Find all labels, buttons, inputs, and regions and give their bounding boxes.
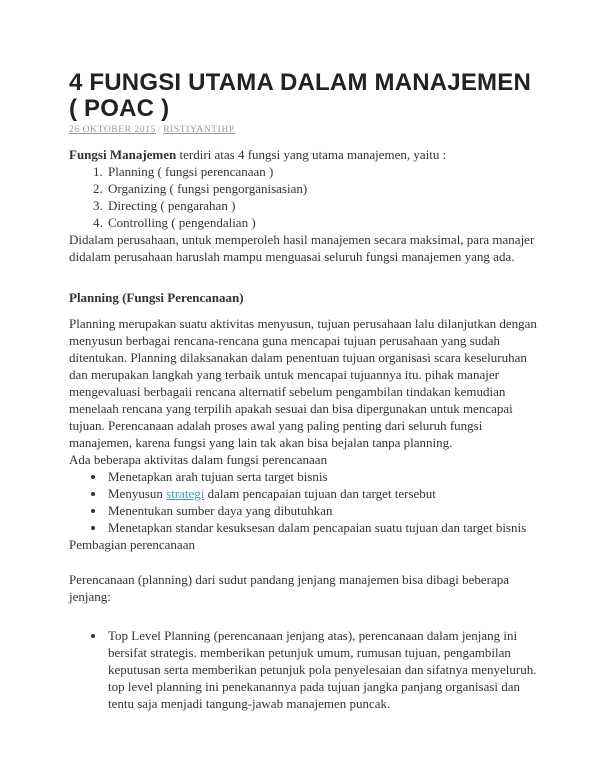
intro-text: terdiri atas 4 fungsi yang utama manajemen, yaitu : <box>176 147 447 162</box>
list-item: 3. Directing ( pengarahan ) <box>106 197 540 214</box>
list-item <box>106 485 540 502</box>
activities-list <box>69 468 540 536</box>
list-item: • Menentukan sumber daya yang dibutuhkan <box>106 502 540 519</box>
list-item: 4. Controlling ( pengendalian ) <box>106 214 540 231</box>
planning-paragraph: Planning merupakan suatu aktivitas menyusun, tujuan perusahaan lalu dilanjutkan dengan menyusun berbagai rencana-rencana guna mencapai tujuan perusahaan yang sudah ditentukan. Planning dilaksanakan dalam penentuan tujuan organisasi scara keseluruhan dan merupakan langkah yang terbaik untuk mencapai tujuannya itu. pihak manajer mengevaluasi berbagaii rencana alternatif sebelum pengambilan tindakan kemudian menelaah rencana yang terpilih apakah sesuai dan bisa dipergunakan untuk mencapai tujuan. Perencanaan adalah proses awal yang paling penting dari seluruh fungsi manajemen, karena fungsi yang lain tak akan bisa bejalan tanpa planning. <box>69 316 537 450</box>
levels-list <box>69 627 540 712</box>
article-title: 4 FUNGSI UTAMA DALAM MANAJEMEN ( POAC ) <box>69 69 531 122</box>
list-item-text: dalam pencapaian tujuan dan target tersebut <box>204 486 436 501</box>
activities-intro: Ada beberapa aktivitas dalam fungsi perencanaan <box>69 452 328 467</box>
list-item-text: Menyusun <box>108 486 167 501</box>
management-paragraph: Didalam perusahaan, untuk memperoleh hasil manajemen secara maksimal, para manajer didalam perusahaan haruslah mampu menguasai seluruh fungsi manajemen yang ada. <box>69 232 535 264</box>
intro-bold-term: Fungsi Manajemen <box>69 147 177 162</box>
list-item: 2. Organizing ( fungsi pengorganisasian) <box>106 180 540 197</box>
list-item: • Menetapkan arah tujuan serta target bisnis <box>106 468 540 485</box>
meta-separator: / <box>157 125 162 135</box>
post-meta <box>69 124 540 136</box>
functions-list <box>69 163 540 231</box>
list-item: • Menetapkan standar kesuksesan dalam pencapaian suatu tujuan dan target bisnis <box>106 519 540 536</box>
post-date-link[interactable]: 26 OKTOBER 2015 <box>69 125 156 135</box>
intro-paragraph <box>69 146 540 163</box>
list-item: 1. Planning ( fungsi perencanaan ) <box>106 163 540 180</box>
planning-heading: Planning (Fungsi Perencanaan) <box>69 290 244 305</box>
levels-intro: Perencanaan (planning) dari sudut pandang jenjang manajemen bisa dibagi beberapa jenjang: <box>69 572 510 604</box>
list-item: • Top Level Planning (perencanaan jenjang atas), perencanaan dalam jenjang ini bersifat strategis. memberikan petunjuk umum, rumusan tujuan, pengambilan keputusan serta memberikan petunjuk pola penyelesaian dan sifatnya menyeluruh. top level planning ini penekanannya pada tujuan jangka panjang organisasi dan tentu saja menjadi tangung-jawab manajemen puncak. <box>106 627 540 712</box>
author-link[interactable]: RISTIYANTIHP <box>163 125 235 135</box>
strategi-link[interactable]: strategi <box>166 486 205 501</box>
division-label: Pembagian perencanaan <box>69 537 195 552</box>
